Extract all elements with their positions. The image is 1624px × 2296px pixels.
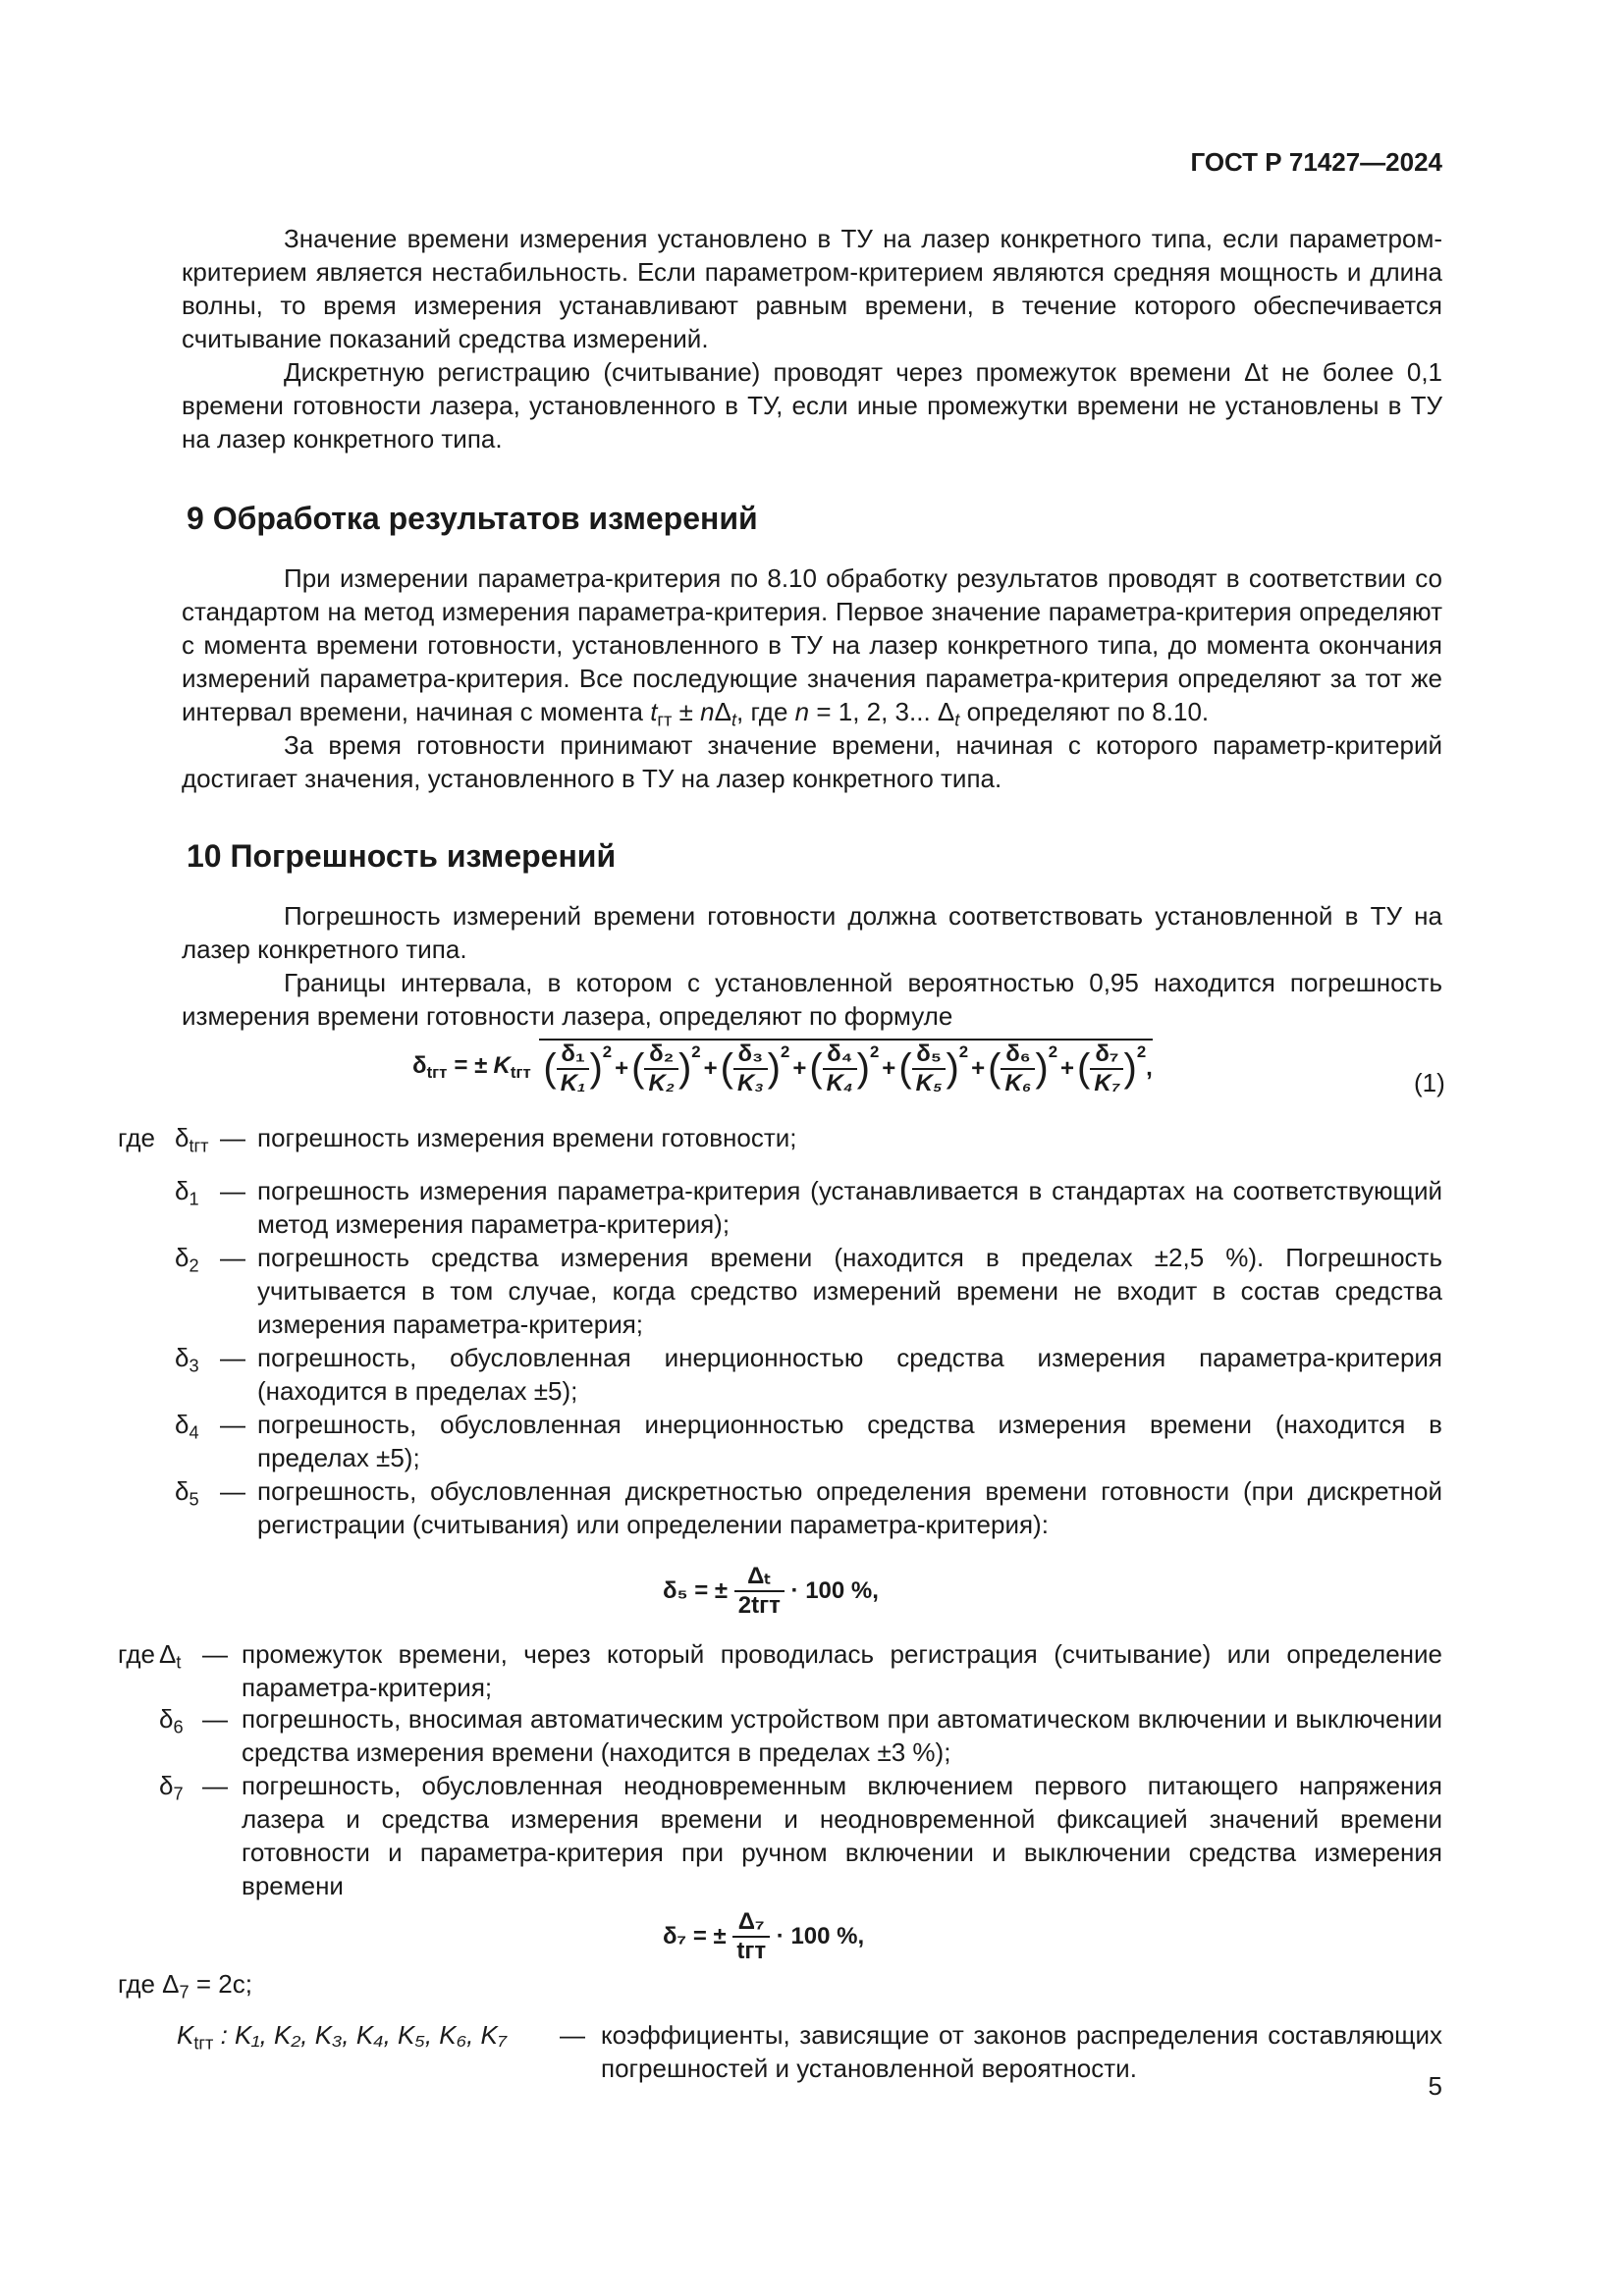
- formula-1-plus: +: [703, 1055, 718, 1082]
- formula-delta5: δ₅ = ± $\frac{\text{Δₜ}}{\text{2tгт}}$ · 100 %,: [663, 1563, 879, 1619]
- where-label-2: где: [118, 1639, 155, 1669]
- definition-2-symbol: $\Delta_t$: [159, 1639, 182, 1673]
- definition-text: погрешность средства измерения времени (находится в пределах ±2,5 %). Погрешность учитывается в том случае, когда средство измерений времени не входит в состав средства измерения параметра-критерия;: [257, 1243, 1442, 1339]
- definition-symbol: $\delta_5$: [175, 1476, 199, 1510]
- definition-2-dash: —: [202, 1771, 228, 1800]
- definition-dash: —: [220, 1476, 245, 1506]
- formula-1-plus: +: [615, 1055, 629, 1082]
- paragraph-error-requirement: Погрешность измерений времени готовности должна соответствовать установленной в ТУ на лазер конкретного типа.: [182, 901, 1442, 964]
- section-10-title: 10 Погрешность измерений: [187, 838, 617, 874]
- formula-1-term: ( $\frac{\text{δ₃}}{\text{K₃}}$ )$^2$: [720, 1041, 790, 1096]
- definition-symbol: $\delta_3$: [175, 1343, 199, 1376]
- definition-dash: —: [220, 1343, 245, 1372]
- delta7-value: где $\Delta_7 = 2с$;: [118, 1969, 252, 2002]
- paragraph-processing-results: При измерении параметра-критерия по 8.10 обработку результатов проводят в соответствии со стандартом на метод измерения параметра-критерия. Первое значение параметра-критерия определяют с момента времени готовности, установленного в ТУ на лазер конкретного типа, до момента окончания измерений параметра-критерия. Все последующие значения параметра-критерия определяют за тот же интервал времени, начиная с момента $t_{гт} \pm n\Delta_t$, где n = 1, 2, 3... $\Delta_t$ определяют по 8.10.: [182, 563, 1442, 730]
- coefficients-text: коэффициенты, зависящие от законов распределения составляющих погрешностей и установленной вероятности.: [601, 2020, 1442, 2083]
- definition-2-dash: —: [202, 1639, 228, 1669]
- formula-1-number: (1): [1414, 1068, 1445, 1097]
- definition-dash: —: [220, 1123, 245, 1152]
- formula-1-term: ( $\frac{\text{δ₅}}{\text{K₅}}$ )$^2$: [898, 1041, 969, 1096]
- definition-symbol: $\delta_4$: [175, 1410, 199, 1443]
- definition-2-text: погрешность, вносимая автоматическим устройством при автоматическом включении и выключении средства измерения времени (находится в пределах ±3 %);: [242, 1704, 1442, 1767]
- definition-text: погрешность измерения времени готовности;: [257, 1123, 797, 1152]
- formula-1-root: ( $\frac{\text{δ₁}}{\text{K₁}}$ )$^2$+( $\frac{\text{δ₂}}{\text{K₂}}$ )$^2$+( $\frac{\text{δ₃}}{\text{K₃}}$ )$^2$+( $\frac{\text{δ₄}}{\text{K₄}}$ )$^2$+( $\frac{\text{δ₅}}{\text{K₅}}$ )$^2$+( $\frac{\text{δ₆}}{\text{K₆}}$ )$^2$+( $\frac{\text{δ₇}}{\text{K₇}}$ )$^2$,: [539, 1039, 1152, 1097]
- page-number: 5: [1428, 2071, 1442, 2101]
- section-9-title: 9 Обработка результатов измерений: [187, 501, 758, 536]
- formula-1-plus: +: [971, 1055, 986, 1082]
- definition-2-text: погрешность, обусловленная неодновременным включением первого питающего напряжения лазера и средства измерения времени и неодновременной фиксацией значений времени готовности и параметра-критерия при ручном включении и выключении средства измерения времени: [242, 1771, 1442, 1900]
- definition-text: погрешность, обусловленная дискретностью определения времени готовности (при дискретной регистрации (считывания) или определении параметра-критерия):: [257, 1476, 1442, 1539]
- coefficients-dash: —: [560, 2020, 585, 2050]
- definition-symbol: $\delta_1$: [175, 1176, 199, 1209]
- definition-text: погрешность, обусловленная инерционностью средства измерения времени (находится в пределах ±5);: [257, 1410, 1442, 1472]
- formula-1: $\delta_{tгт}$ = ± $K_{tгт}$ ( $\frac{\text{δ₁}}{\text{K₁}}$ )$^2$+( $\frac{\text{δ₂}}{\text{K₂}}$ )$^2$+( $\frac{\text{δ₃}}{\text{K₃}}$ )$^2$+( $\frac{\text{δ₄}}{\text{K₄}}$ )$^2$+( $\frac{\text{δ₅}}{\text{K₅}}$ )$^2$+( $\frac{\text{δ₆}}{\text{K₆}}$ )$^2$+( $\frac{\text{δ₇}}{\text{K₇}}$ )$^2$,: [412, 1041, 1153, 1096]
- standard-designation: ГОСТ Р 71427—2024: [1190, 147, 1442, 177]
- formula-1-term: ( $\frac{\text{δ₄}}{\text{K₄}}$ )$^2$: [809, 1041, 880, 1096]
- definition-2-text: промежуток времени, через который проводилась регистрация (считывание) или определение параметра-критерия;: [242, 1639, 1442, 1702]
- formula-1-plus: +: [882, 1055, 896, 1082]
- paragraph-discrete-registration: Дискретную регистрацию (считывание) проводят через промежуток времени Δt не более 0,1 времени готовности лазера, установленного в ТУ, если иные промежутки времени не установлены в ТУ на лазер конкретного типа.: [182, 357, 1442, 454]
- formula-1-term: ( $\frac{\text{δ₆}}{\text{K₆}}$ )$^2$: [988, 1041, 1058, 1096]
- formula-1-term: ( $\frac{\text{δ₂}}{\text{K₂}}$ )$^2$: [631, 1041, 701, 1096]
- definition-symbol: $\delta_2$: [175, 1243, 199, 1276]
- definition-text: погрешность измерения параметра-критерия (устанавливается в стандартах на соответствующий метод измерения параметра-критерия);: [257, 1176, 1442, 1239]
- formula-1-plus: +: [1060, 1055, 1075, 1082]
- definition-dash: —: [220, 1176, 245, 1205]
- paragraph-interval-bounds: Границы интервала, в котором с установленной вероятностью 0,95 находится погрешность измерения времени готовности лазера, определяют по формуле: [182, 968, 1442, 1031]
- definition-dash: —: [220, 1410, 245, 1439]
- paragraph-measurement-time: Значение времени измерения установлено в ТУ на лазер конкретного типа, если параметром-критерием является нестабильность. Если параметром-критерием являются средняя мощность и длина волны, то время измерения устанавливают равным времени, в течение которого обеспечивается считывание показаний средства измерений.: [182, 224, 1442, 353]
- where-label: где: [118, 1123, 155, 1152]
- paragraph-readiness-time: За время готовности принимают значение времени, начиная с которого параметр-критерий достигает значения, установленного в ТУ на лазер конкретного типа.: [182, 730, 1442, 793]
- formula-delta7: δ₇ = ± $\frac{\text{Δ₇}}{\text{tгт}}$ · 100 %,: [663, 1908, 865, 1964]
- definition-text: погрешность, обусловленная инерционностью средства измерения параметра-критерия (находится в пределах ±5);: [257, 1343, 1442, 1406]
- definition-dash: —: [220, 1243, 245, 1272]
- coefficients-symbols: $K_{tгт}$ : K₁, K₂, K₃, K₄, K₅, K₆, K₇: [177, 2020, 507, 2054]
- definition-symbol: $\delta_{tгт}$: [175, 1123, 209, 1156]
- definition-2-symbol: $\delta_7$: [159, 1771, 184, 1804]
- definition-2-dash: —: [202, 1704, 228, 1734]
- formula-1-term: ( $\frac{\text{δ₁}}{\text{K₁}}$ )$^2$: [543, 1041, 613, 1096]
- formula-1-plus: +: [792, 1055, 807, 1082]
- formula-1-term: ( $\frac{\text{δ₇}}{\text{K₇}}$ )$^2$: [1077, 1041, 1147, 1096]
- definition-2-symbol: $\delta_6$: [159, 1704, 184, 1737]
